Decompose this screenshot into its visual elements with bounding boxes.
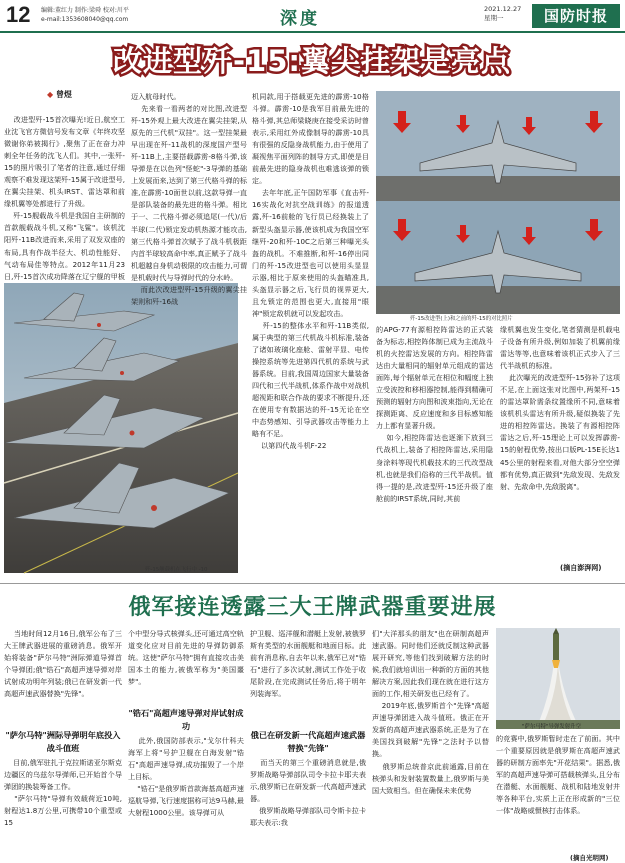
carrier-photo-caption: 歼-15舰载机在飞行中 -10	[145, 567, 208, 573]
subhead-avangard: 俄已在研发新一代高超声速武器替换"先锋"	[250, 730, 366, 753]
header-info	[41, 6, 191, 24]
diamond-icon: ◆	[47, 90, 54, 99]
launch-photo-caption: "萨尔马特"导弹发射升空	[522, 724, 581, 730]
article2-col2a: 个中型分导式核弹头,还可通过高空轨道变化应对目前先进的导弹防御系统。这使"萨尔马特"拥有直接攻击美国本土的能力,被俄军称为"美国噩梦"。	[128, 629, 244, 687]
subhead-zircon: "锆石"高超声速导弹对岸试射成功	[128, 708, 244, 731]
carrier-deck-photo	[4, 283, 238, 573]
article2-col1a: 当地时间12月16日,俄军公布了三大王牌武器进展的重磅消息。俄军开始将装备"萨尔马特"洲际弹道导弹首个导弹团;俄"锆石"高超声速导弹对岸试射成功明年列装;俄已在研发新一代高超声速武器替换"先锋"。	[4, 629, 122, 699]
header-rule	[0, 31, 625, 33]
author-byline	[47, 89, 72, 100]
article1-col4: 的APG-77有源相控阵雷达的正式装备为标志,相控阵体制已成为主流战斗机的火控雷达发展的方向。相控阵雷达由大量相同的辐射单元组成的雷达面阵,每个辐射单元在相位和幅度上独立受波控和移相器控制,能得到精确可预测的辐射方向图和波束指向,无论在探测距离、反应速度和多目标感知能力上都有显著升级。 如今,相控阵雷达也逐渐下放到三代战机上,装备了相控阵雷达,采用隐身涂料等现代机载技术的三代改型战机,也就是我们俗称的三代半战机。值得一提的是,改进型歼-15还升级了座舱前的IRST系统,同时,其前	[376, 325, 493, 503]
editors-line: 编辑:董红力 制作:梁舜 校对:川平	[41, 7, 129, 14]
date-info	[484, 5, 521, 23]
article2-col1b: 目前,俄军驻扎于克拉斯诺亚尔斯克边疆区的乌兹尔导弹师,已开始首个导弹团的换装筹备工作。 "萨尔马特"导弹有效载荷近10吨,射程达1.8万公里,可携带10个重型或15	[4, 758, 122, 828]
sarmat-launch-photo	[496, 628, 620, 729]
email-line: e-mail:1353608040@qq.com	[41, 16, 129, 23]
issue-weekday: 星期一	[484, 14, 504, 22]
article1-col1: 改进型歼-15首次曝光!近日,航空工业沈飞官方微信号发布文章《年终攻坚微谢你弟被揭行》,聚焦了正在奋力冲刺全年任务的沈飞人们。其中,一张歼-15的照片吸引了笔者的注意,通过仔细观察不难发现这架歼-15属于改进型号,在翼尖挂架、机头IRST、雷达罩和前缘机翼等处都进行了升级。 歼-15舰载战斗机是我国自主研制的首款舰载战斗机,又称"飞鲨"。该机沈阳歼-11B改进而来,采用了双发双座的布局,具有作战半径大、机动性能好、气动布局佳等特点。2012年11月23日,歼-15首次成功降落在辽宁舰的甲板	[4, 115, 125, 281]
article2-col4: 们"大洋那头的朋友"也在研制高超声速武器。同时他们还就反制这种武器展开研究,等他们找到破解方法的时候,我们就培训出一种新的方面的其他解决方案,因此我们现在就在进行这方面的工作,相关研发也已经有了。 2019年底,俄罗斯首个"先锋"高超声速导弹团进入战斗值班。俄正在开发新的高超声速武器系统,正是为了在美国找到破解"先锋"之法时予以替换。 俄罗斯总统普京此前通露,目前在核弹头和发射装置数量上,俄罗斯与美国大致相当。但在确保未来优势	[372, 629, 489, 795]
author-name: 曾煜	[55, 90, 72, 99]
headline-1-box	[0, 38, 625, 82]
article2-col3a: 护卫舰、巡洋舰和潜艇上发射,被俄罗斯有类型的水面舰艇和地面目标。此前有消息称,自去年以来,俄军已对"锆石"进行了多次试射,测试工作处于收尾阶段,在完成测试任务后,将于明年列装海军。	[250, 629, 366, 699]
article1-col3: 机同款,用于搭载更先进的霹雳-10格斗弹。霹雳-10是我军目前最先进的格斗弹,其总师梁晓庚在接受采访时曾表示,采用红外成像制导的霹雳-10具有很强的反隐身战机能力,由于使用了凝视焦平面列阵的制导方式,即使是目前最先进的隐身战机也难逃该弹的锁定。 去年年底,正午国防军事《直击歼-16实战化对抗空战训练》的报道透露,歼-16前舱的飞行员已经换装上了新型头盔显示器,使该机成为我国空军继歼-20和歼-10C之后第三种曝光头盔的战机。不难推断,和歼-16停出同门的歼-15改进型也可以使用头显显示器,相比于原来使用的头盔瞄准具,头盔显示器之后,飞行员的视界更大,且允锁定的范围也更大,直接用"眼神"锁定敌机就可以发起攻击。 歼-15的整体水平和歼-11B类似,属于典型的第三代机战斗机标准,装备了诸如玻璃化座舱、雷射平显、电传操控系统等先进第四代机的系统与武器系统。目前,我国周边国家大量装备四代和三代半战机,体系作战中对战机超视距和联合作战的要求不断提升,还在使用专有数据达的歼-15无论在空中态势感知、引导武器攻击等能力上略有不足。 以第四代战斗机F-22	[252, 92, 370, 451]
section-title: 深度	[280, 9, 320, 29]
carrier-photo-svg	[4, 283, 238, 573]
comparison-photo-caption: 歼-15改进型(上)和之前的歼-15的对比照片	[410, 316, 513, 322]
article1-col5: 缘机翼也发生变化,笔者猜测是机载电子设备有所升级,例如加装了机翼前缘雷达等等,也意味着该机正式步入了三代半战机的标准。 此次曝光的改进型歼-15弥补了这项不足,在上面这张对比图中,两架歼-15的雷达罩阶需条纹置缘所不同,意味着该机机头雷达有所升级,疑似换装了先进的相控阵雷达。换装了有源相控阵雷达之后,歼-15理论上可以发挥霹雳-15的射程优势,按出口版PL-15E长达145公里的射程来看,对他大部分空空弹都有优势,真正做到"先敌发现、先敌发射、先敌命中,先敌脱离"。	[500, 325, 620, 491]
comparison-photo-svg	[376, 91, 620, 314]
headline-2: 俄军接连透露三大王牌武器重要进展	[128, 595, 497, 620]
article1-col2: 迈入航母时代。 先来看一看两者的对比图,改进型歼-15外观上最大改进在翼尖挂架,从原先的三代机"双挂"。这一型挂架最早出现在歼-11战机的深度国产型号歼-11B上,主要搭载霹雳-8格斗弹,该导弹是在以色列"怪蛇"-3导弹的基础上发展而来,达到了第三代格斗弹的标准,在霹雳-10面世以前,这款导弹一直是部队装备的最先进的格斗弹。相比于一、二代格斗弹必须追尾(一代)/后半球(二代)锁定发动机热源才能攻击,第三代格斗弹首次赋予了战斗机极距内首半球较高命中率,真正赋予了战斗机超越自身机动极限的攻击能力,可谓是机载时代与导弹时代的分水岭。 而此次改进型歼-15升级的翼尖挂架则和歼-16战	[131, 92, 247, 306]
launch-photo-svg	[496, 628, 620, 729]
issue-date: 2021.12.27	[484, 5, 522, 13]
masthead-logo: 国防时报	[532, 4, 620, 28]
article2-col5: 的竞赛中,俄罗斯暂时走在了前面。其中一个重要原因就是俄罗斯在高超声速武器的研制方面率先"开花结果"。据悉,俄军的高超声速导弹可搭载核弹头,且分布在潜艇、水面舰艇、战机和陆地发射井等各种平台,实质上正在形成新的"三位一体"战略威慑核打击体系。	[496, 734, 620, 816]
article2-source: (摘自光明网)	[570, 854, 609, 862]
article2-col3b: 而当天的第三个重磅消息就是,俄罗斯战略导弹部队司令卡拉卡耶夫表示,俄罗斯已在研发新一代高超声速武器。 俄罗斯战略导弹部队司令斯卡拉卡耶夫表示:我	[250, 758, 366, 828]
page-number: 12	[6, 2, 31, 27]
subhead-sarmat: "萨尔马特"洲际导弹明年底投入战斗值班	[5, 730, 121, 753]
headline-1-svg	[0, 38, 625, 82]
j15-comparison-photo	[376, 91, 620, 314]
article2-col2b: 此外,俄国防部表示,"戈尔什科夫海军上将"号护卫舰在白海发射"锆石"高超声速导弹,成功摧毁了一个岸上目标。 "锆石"是俄罗斯首款海基高超声速巡航导弹,飞行速度据称可达9马赫,最大射程1000公里。该导弹可从	[128, 736, 244, 818]
headline-1: 改进型歼-15:翼尖挂架是亮点	[113, 44, 511, 78]
article1-source: (摘自澎湃网)	[560, 564, 602, 572]
article-divider	[0, 583, 625, 584]
